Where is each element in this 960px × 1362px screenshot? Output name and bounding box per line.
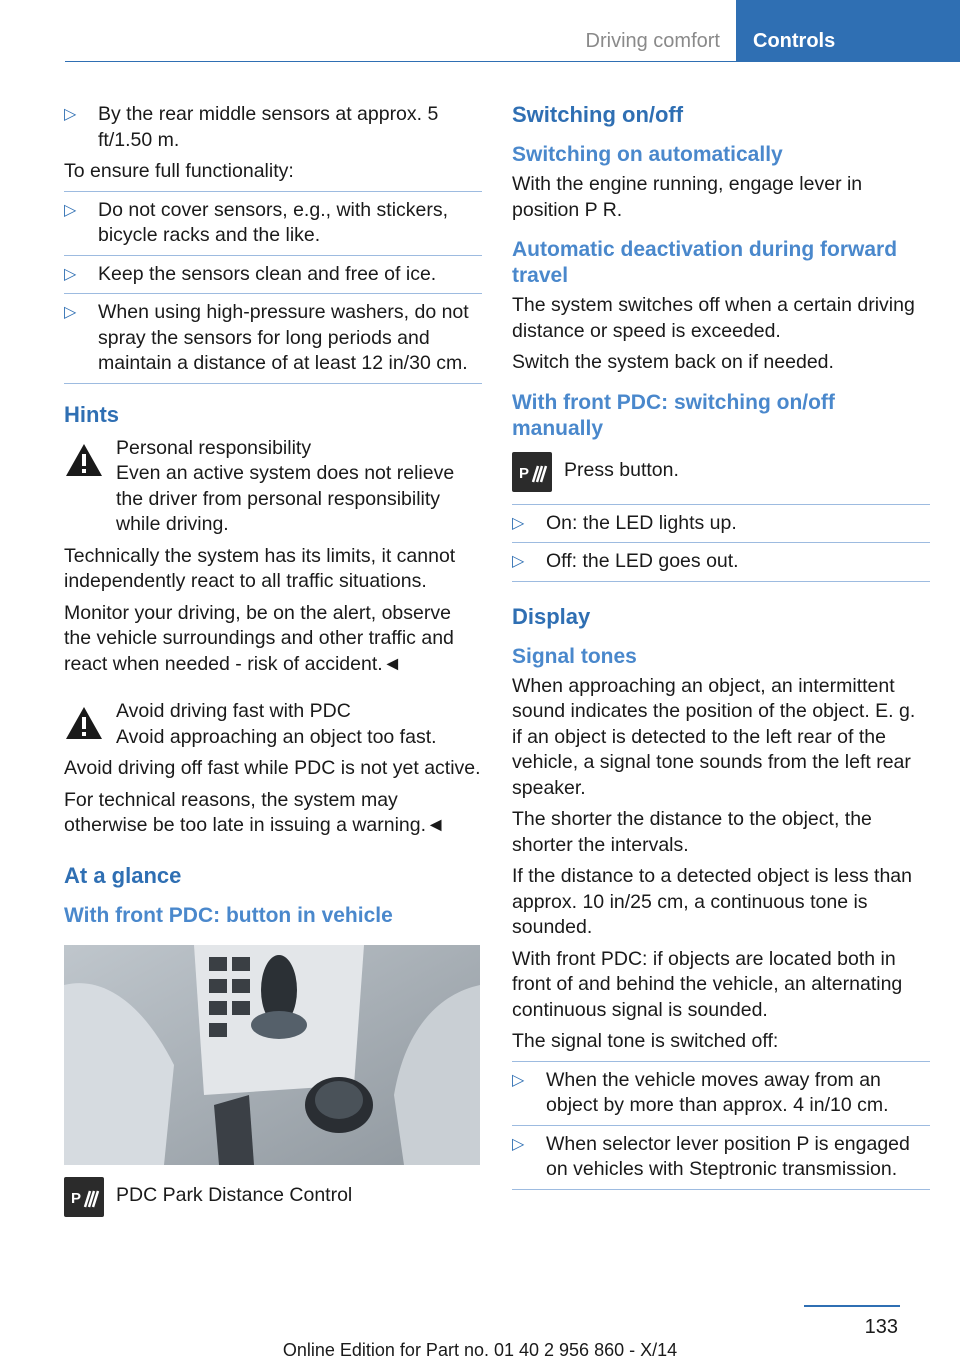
switching-heading: Switching on/off	[512, 102, 684, 127]
warning-triangle-icon	[64, 705, 104, 741]
paragraph: Technically the system has its limits, it cannot independently react to all traffic situations.	[64, 544, 456, 592]
hints-heading: Hints	[64, 401, 119, 427]
pdc-button-icon	[512, 452, 552, 492]
warning-text: Avoid approaching an object too fast.	[116, 725, 437, 748]
warning-text: Even an active system does not relieve the driver from personal responsibility while driving.	[116, 462, 455, 535]
pdc-button-icon	[64, 1177, 104, 1217]
display-heading: Display	[512, 603, 591, 629]
paragraph: The signal tone is switched off:	[512, 1030, 779, 1052]
auto-heading: Switching on automatically	[512, 143, 783, 166]
manual-heading: With front PDC: switching on/off manually	[512, 390, 835, 440]
signal-tones-heading: Signal tones	[512, 644, 637, 668]
warning-block	[64, 699, 482, 750]
footer-rule	[804, 1305, 900, 1307]
bullet-list	[512, 504, 930, 582]
pdc-caption-row	[64, 1177, 482, 1217]
list-item: ▷ By the rear middle sensors at approx. 5 ft/1.50 m.	[64, 102, 482, 153]
paragraph: With front PDC: if objects are located both in front of and behind the vehicle, an alternating continuous signal is sounded.	[512, 947, 903, 1021]
paragraph: The system switches off when a certain driving distance or speed is exceeded.	[512, 294, 915, 342]
warning-title: Personal responsibility	[116, 436, 312, 459]
list-item: ▷ Do not cover sensors, e.g., with stickers, bicycle racks and the like.	[64, 198, 482, 256]
right-column	[512, 102, 930, 1190]
edition-line: Online Edition for Part no. 01 40 2 956 860 - X/14	[282, 1340, 678, 1360]
list-item: ▷ On: the LED lights up.	[512, 511, 930, 544]
paragraph: The shorter the distance to the object, the shorter the intervals.	[512, 808, 872, 856]
svg-text:P: P	[519, 464, 530, 482]
bullet-list	[64, 191, 482, 384]
svg-text:P: P	[71, 1189, 82, 1207]
bullet-list	[512, 1061, 930, 1190]
paragraph: Avoid driving off fast while PDC is not yet active.	[64, 757, 481, 779]
warning-block	[64, 436, 482, 538]
warning-triangle-icon	[64, 442, 104, 478]
page-header	[65, 0, 960, 62]
pdc-caption: PDC Park Distance Control	[116, 1183, 353, 1206]
paragraph: With the engine running, engage lever in position P R.	[512, 173, 863, 221]
paragraph: If the distance to a detected object is less than approx. 10 in/25 cm, a continuous tone is sounded.	[512, 865, 912, 938]
center-console-photo	[64, 945, 480, 1165]
list-item: ▷ When using high-pressure washers, do not spray the sensors for long periods and maintain a distance of at least 12 in/30 cm.	[64, 300, 482, 384]
left-column	[64, 102, 482, 1227]
chapter-tab: Controls	[736, 0, 960, 62]
press-button-row	[512, 452, 930, 492]
press-button-text: Press button.	[564, 458, 679, 481]
paragraph: When approaching an object, an intermittent sound indicates the position of the object. E. g. if an object is detected to the left rear of the vehicle, a signal tone sounds from the left rear speaker.	[512, 674, 916, 799]
list-item: ▷ Off: the LED goes out.	[512, 549, 930, 582]
warning-title: Avoid driving fast with PDC	[116, 700, 351, 722]
front-pdc-heading: With front PDC: button in vehicle	[64, 903, 393, 927]
list-item: ▷ When selector lever position P is engaged on vehicles with Steptronic transmission.	[512, 1132, 930, 1190]
paragraph: To ensure full functionality:	[64, 160, 294, 182]
section-title: Driving comfort	[585, 30, 720, 52]
list-item: ▷ When the vehicle moves away from an object by more than approx. 4 in/10 cm.	[512, 1068, 930, 1126]
glance-heading: At a glance	[64, 862, 182, 888]
paragraph: For technical reasons, the system may otherwise be too late in issuing a warning.◄	[64, 788, 446, 836]
list-item: ▷ Keep the sensors clean and free of ice.	[64, 262, 482, 295]
paragraph: Monitor your driving, be on the alert, observe the vehicle surroundings and other traffic and react when needed - risk of accident.◄	[64, 601, 454, 675]
paragraph: Switch the system back on if needed.	[512, 351, 834, 373]
deactivation-heading: Automatic deactivation during forward travel	[512, 238, 898, 287]
page-number: 133	[864, 1316, 898, 1338]
